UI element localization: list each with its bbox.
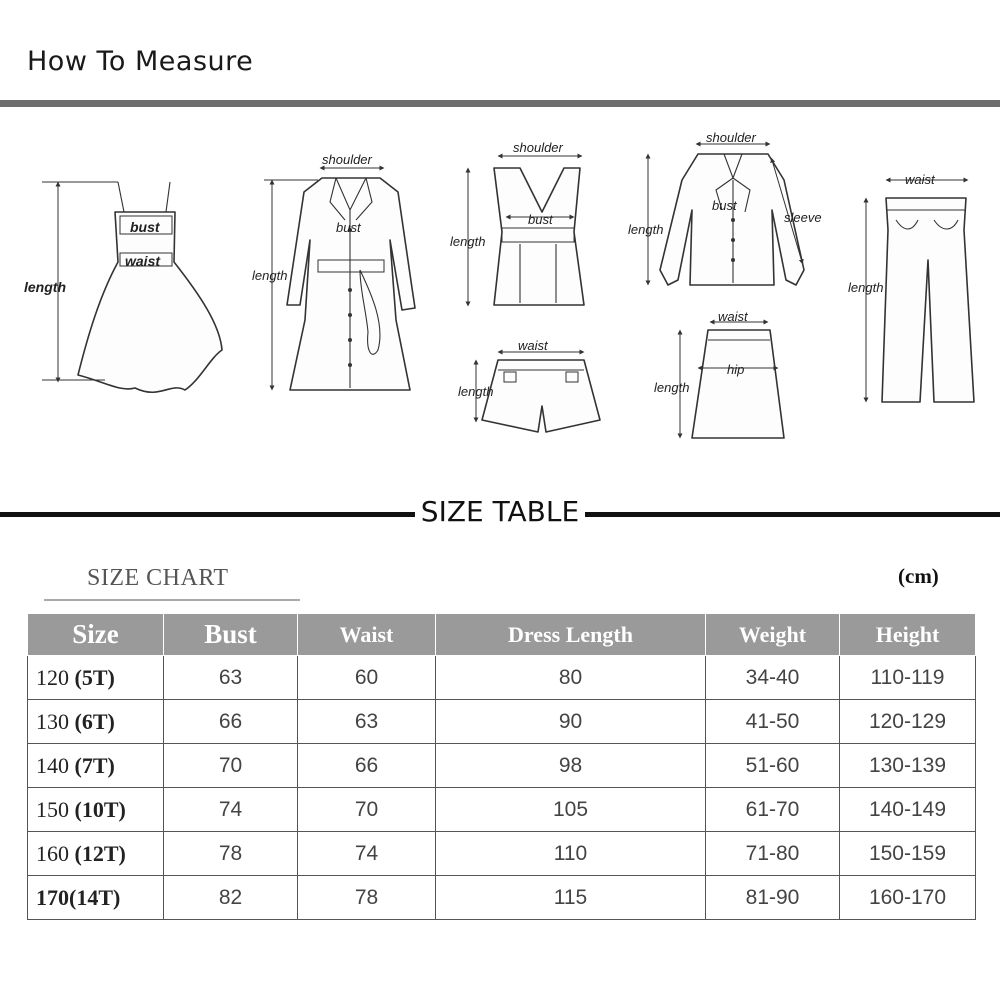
measurement-illustrations [0,120,1000,450]
skirt-waist-label: waist [718,309,748,324]
col-header-waist: Waist [298,614,436,656]
blouse-bust-label: bust [712,198,737,213]
blouse-diagram [628,130,822,285]
bust-cell: 82 [164,876,298,920]
dress-length-cell: 110 [436,832,706,876]
shorts-diagram [458,338,600,432]
waist-cell: 60 [298,656,436,700]
col-header-weight: Weight [706,614,840,656]
height-cell: 140-149 [840,788,976,832]
table-header-row [28,614,976,656]
dress-length-cell: 105 [436,788,706,832]
size-chart-label: SIZE CHART [87,565,229,591]
header-divider [0,100,1000,107]
dress-waist-label: waist [125,253,161,269]
size-chart-underline [44,599,300,601]
bust-cell: 74 [164,788,298,832]
blouse-shoulder-label: shoulder [706,130,756,145]
weight-cell: 51-60 [706,744,840,788]
waist-cell: 66 [298,744,436,788]
waist-cell: 74 [298,832,436,876]
size-table-title: SIZE TABLE [420,495,580,528]
weight-cell: 34-40 [706,656,840,700]
size-cell: 160 (12T) [28,832,164,876]
top-diagram [450,140,584,305]
size-table-rule-right [585,512,1000,517]
col-header-bust: Bust [164,614,298,656]
height-cell: 120-129 [840,700,976,744]
coat-bust-label: bust [336,220,361,235]
dress-diagram [24,182,222,392]
page-title: How To Measure [27,46,254,77]
top-length-label: length [450,234,486,249]
table-row [28,700,976,744]
coat-diagram [252,152,415,390]
table-row [28,788,976,832]
height-cell: 110-119 [840,656,976,700]
size-cell: 130 (6T) [28,700,164,744]
shorts-length-label: length [458,384,494,399]
skirt-diagram [654,309,784,438]
weight-cell: 71-80 [706,832,840,876]
top-shoulder-label: shoulder [513,140,563,155]
size-cell: 170(14T) [28,876,164,920]
height-cell: 130-139 [840,744,976,788]
waist-cell: 70 [298,788,436,832]
blouse-sleeve-label: sleeve [784,210,822,225]
col-header-size: Size [28,614,164,656]
top-bust-label: bust [528,212,553,227]
height-cell: 160-170 [840,876,976,920]
size-cell: 140 (7T) [28,744,164,788]
table-row [28,876,976,920]
bust-cell: 63 [164,656,298,700]
dress-bust-label: bust [130,219,160,235]
col-header-height: Height [840,614,976,656]
weight-cell: 81-90 [706,876,840,920]
pants-waist-label: waist [905,172,935,187]
table-row [28,656,976,700]
blouse-length-label: length [628,222,664,237]
coat-length-label: length [252,268,288,283]
bust-cell: 70 [164,744,298,788]
dress-length-cell: 90 [436,700,706,744]
size-table [27,613,976,920]
dress-length-cell: 115 [436,876,706,920]
dress-length-cell: 80 [436,656,706,700]
height-cell: 150-159 [840,832,976,876]
table-row [28,744,976,788]
skirt-hip-label: hip [727,362,745,377]
weight-cell: 61-70 [706,788,840,832]
waist-cell: 78 [298,876,436,920]
coat-shoulder-label: shoulder [322,152,372,167]
dress-length-cell: 98 [436,744,706,788]
size-cell: 120 (5T) [28,656,164,700]
dress-length-label: length [24,279,66,295]
pants-length-label: length [848,280,884,295]
table-row [28,832,976,876]
shorts-waist-label: waist [518,338,548,353]
pants-diagram [848,172,974,402]
col-header-dress-length: Dress Length [436,614,706,656]
skirt-length-label: length [654,380,690,395]
bust-cell: 66 [164,700,298,744]
waist-cell: 63 [298,700,436,744]
bust-cell: 78 [164,832,298,876]
weight-cell: 41-50 [706,700,840,744]
size-cell: 150 (10T) [28,788,164,832]
unit-label: (cm) [898,564,939,588]
size-table-rule-left [0,512,415,517]
